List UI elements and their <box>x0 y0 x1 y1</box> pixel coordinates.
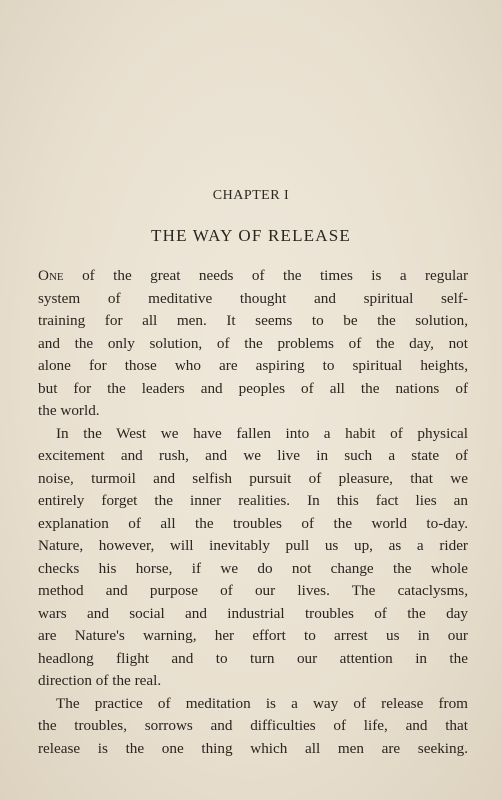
paragraph-3 <box>38 693 468 761</box>
text-line: method and purpose of our lives. The cataclysms, <box>38 582 468 599</box>
text-line: One of the great needs of the times is a regular <box>38 267 468 284</box>
text-line: In the West we have fallen into a habit of physical <box>56 424 468 442</box>
text-line: direction of the real. <box>38 672 162 689</box>
text-line: and the only solution, of the problems of the day, not <box>38 334 468 352</box>
text-line: noise, turmoil and selfish pursuit of pleasure, that we <box>38 469 468 487</box>
body-text <box>38 265 468 760</box>
text-line: release is the one thing which all men are seeking. <box>38 739 468 757</box>
text-line: the troubles, sorrows and difficulties of life, and that <box>38 717 468 734</box>
chapter-title: THE WAY OF RELEASE <box>151 226 351 245</box>
text-line: alone for those who are aspiring to spiritual heights, <box>38 357 468 374</box>
text-line: excitement and rush, and we live in such a state of <box>38 447 468 464</box>
text-line: entirely forget the inner realities. In this fact lies an <box>38 492 468 509</box>
text-line: explanation of all the troubles of the world to-day. <box>38 514 468 532</box>
paragraph-1 <box>38 265 468 423</box>
text-line: but for the leaders and peoples of all the nations of <box>38 379 468 397</box>
chapter-number: CHAPTER I <box>212 188 290 203</box>
text-line: wars and social and industrial troubles of the day <box>38 604 468 622</box>
lead-word: One <box>38 267 64 284</box>
text-line: the world. <box>38 402 100 419</box>
text-line: Nature, however, will inevitably pull us up, as a rider <box>38 537 468 554</box>
paragraph-2 <box>38 423 468 693</box>
text-line: training for all men. It seems to be the solution, <box>38 312 468 329</box>
text-line: checks his horse, if we do not change the whole <box>38 559 468 577</box>
text-line: The practice of meditation is a way of release from <box>56 694 468 712</box>
text-line: are Nature's warning, her effort to arrest us in our <box>38 627 468 644</box>
text-line: system of meditative thought and spiritual self- <box>38 289 468 307</box>
text-line: headlong flight and to turn our attention in the <box>38 649 468 667</box>
